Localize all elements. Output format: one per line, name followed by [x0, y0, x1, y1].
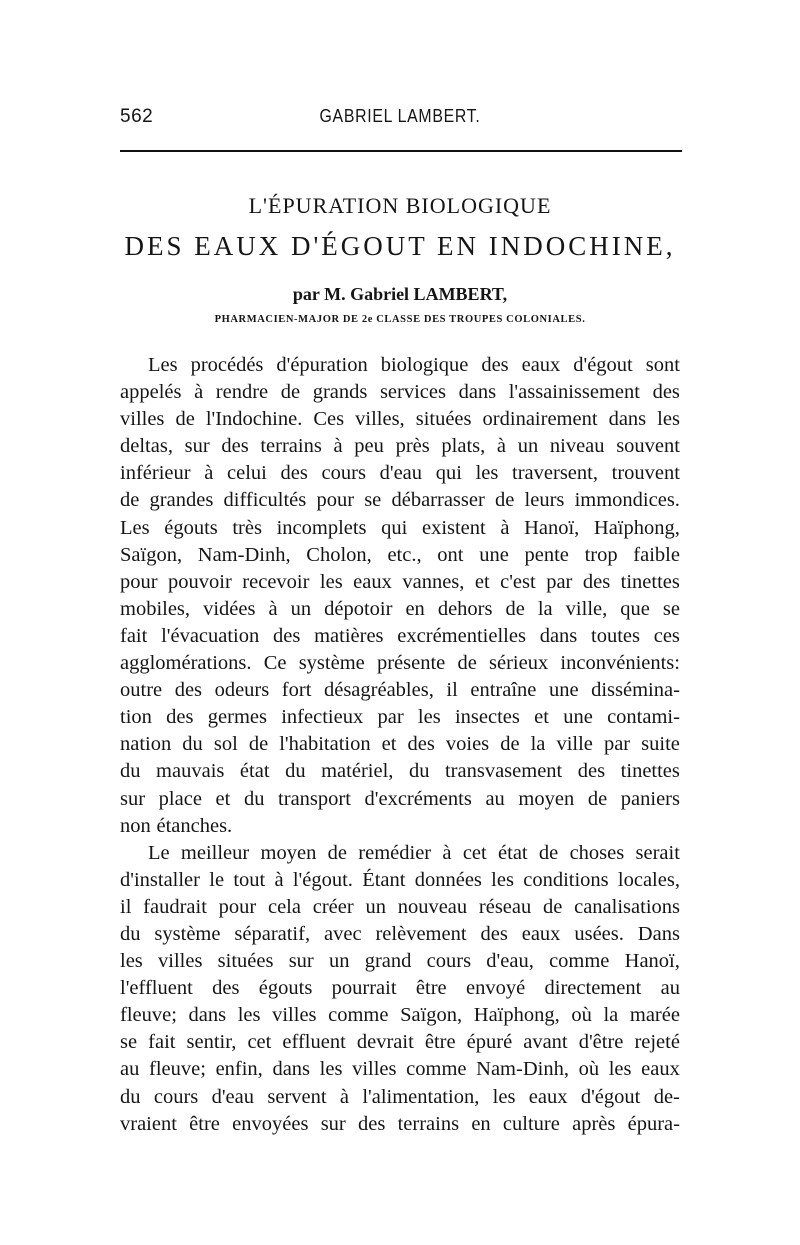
body-line: nation du sol de l'habitation et des voies de la ville par suite [120, 733, 680, 756]
body-line: non étanches. [120, 814, 233, 837]
body-line: du mauvais état du matériel, du transvasement des tinettes [120, 760, 680, 783]
body-line: vraient être envoyées sur des terrains en culture après épura- [120, 1112, 680, 1135]
body-line: d'installer le tout à l'égout. Étant données les conditions locales, [120, 868, 680, 891]
body-line: deltas, sur des terrains à peu près plats, à un niveau souvent [120, 435, 680, 458]
body-line: fait l'évacuation des matières excrémentielles dans toutes ces [120, 624, 680, 647]
article-title-line-2: DES EAUX D'ÉGOUT EN INDOCHINE, [124, 231, 676, 261]
running-title: GABRIEL LAMBERT. [319, 106, 481, 126]
body-line: au fleuve; enfin, dans les villes comme Nam-Dinh, où les eaux [120, 1058, 680, 1081]
author-name: M. Gabriel LAMBERT, [324, 284, 508, 304]
body-line: agglomérations. Ce système présente de sérieux inconvénients: [120, 652, 680, 675]
running-header [120, 106, 680, 134]
body-line: fleuve; dans les villes comme Saïgon, Haïphong, où la marée [120, 1004, 680, 1027]
author-affiliation: PHARMACIEN-MAJOR DE 2e CLASSE DES TROUPES COLONIALES. [214, 314, 586, 325]
body-line: inférieur à celui des cours d'eau qui les traversent, trouvent [120, 462, 680, 485]
body-line: pour pouvoir recevoir les eaux vannes, et c'est par des tinettes [120, 570, 680, 593]
body-line: Les égouts très incomplets qui existent à Hanoï, Haïphong, [120, 516, 680, 539]
body-line: de grandes difficultés pour se débarrasser de leurs immondices. [120, 489, 680, 512]
body-line: il faudrait pour cela créer un nouveau réseau de canalisations [120, 895, 680, 918]
body-line: tion des germes infectieux par les insectes et une contami- [120, 706, 680, 729]
body-line: Le meilleur moyen de remédier à cet état de choses serait [148, 841, 680, 864]
page-number: 562 [120, 106, 154, 127]
body-line: l'effluent des égouts pourrait être envoyé directement au [120, 977, 680, 1000]
body-line: villes de l'Indochine. Ces villes, situées ordinairement dans les [120, 408, 680, 431]
body-text [120, 352, 680, 1138]
body-line: outre des odeurs fort désagréables, il entraîne une dissémina- [120, 679, 680, 702]
body-line: du cours d'eau servent à l'alimentation, les eaux d'égout de- [120, 1085, 680, 1108]
body-line: les villes situées sur un grand cours d'eau, comme Hanoï, [120, 950, 680, 973]
byline-prefix: par [292, 284, 320, 304]
body-line: se fait sentir, cet effluent devrait être épuré avant d'être rejeté [120, 1031, 680, 1054]
body-line: du système séparatif, avec relèvement des eaux usées. Dans [120, 922, 680, 945]
body-line: Les procédés d'épuration biologique des eaux d'égout sont [148, 354, 680, 376]
body-line: mobiles, vidées à un dépotoir en dehors de la ville, que se [120, 597, 680, 620]
article-title-line-1: L'ÉPURATION BIOLOGIQUE [248, 193, 552, 218]
header-rule [120, 150, 682, 152]
body-line: appelés à rendre de grands services dans l'assainissement des [120, 381, 680, 404]
body-line: Saïgon, Nam-Dinh, Cholon, etc., ont une pente trop faible [120, 543, 680, 566]
byline [120, 284, 680, 305]
body-line: sur place et du transport d'excréments au moyen de paniers [120, 787, 680, 810]
